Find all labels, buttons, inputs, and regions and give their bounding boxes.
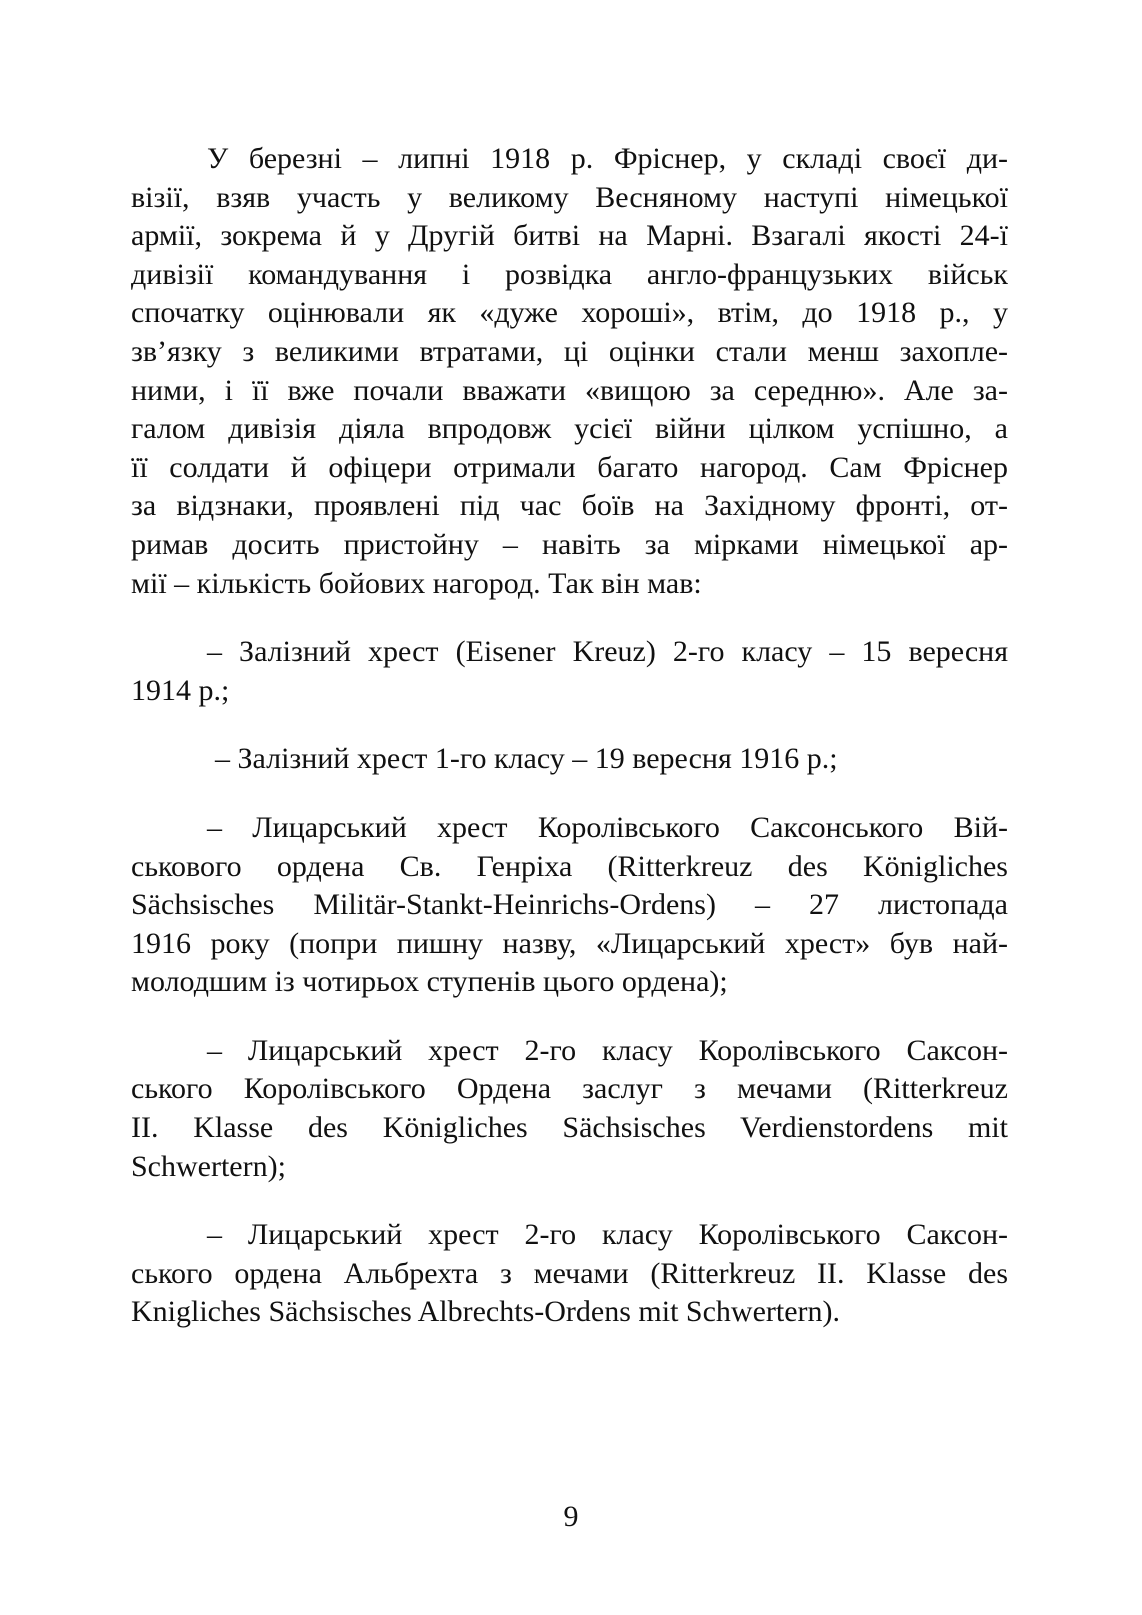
award-item-merit-order — [131, 1032, 1008, 1186]
text-line: її солдати й офіцери отримали багато нагород. Сам Фріснер — [131, 450, 1008, 484]
text-line: зв’язку з великими втратами, ці оцінки стали менш захопле- — [131, 334, 1008, 368]
text-line: Knigliches Sächsisches Albrechts-Ordens mit Schwertern). — [131, 1295, 840, 1329]
award-item-iron-cross-2 — [131, 633, 1008, 710]
text-line: римав досить пристойну – навіть за мірками німецької ар- — [131, 527, 1008, 561]
text-line: Sächsisches Militär-Stankt-Heinrichs-Ordens) – 27 листопада — [131, 888, 1008, 922]
text-line: спочатку оцінювали як «дуже хороші», втім, до 1918 р., у — [131, 296, 1008, 330]
text-line: ськового ордена Св. Генріха (Ritterkreuz des Königliches — [131, 849, 1008, 883]
text-line: галом дивізія діяла впродовж усієї війни цілком успішно, а — [131, 412, 1008, 446]
text-line: – Лицарський хрест 2-го класу Королівського Саксон- — [207, 1218, 1008, 1252]
text-line: 1916 року (попри пишну назву, «Лицарський хрест» був най- — [131, 926, 1008, 960]
text-line: дивізії командування і розвідка англо-французьких військ — [131, 257, 1008, 291]
text-line: 1914 р.; — [131, 673, 230, 707]
paragraph-intro — [131, 140, 1008, 603]
text-line: – Лицарський хрест Королівського Саксонського Вій- — [207, 810, 1008, 844]
page-number: 9 — [563, 1500, 579, 1533]
award-item-iron-cross-1 — [131, 740, 1008, 779]
text-line: мії – кількість бойових нагород. Так він мав: — [131, 566, 702, 600]
text-line: візії, взяв участь у великому Весняному наступі німецької — [131, 180, 1008, 214]
text-line: армії, зокрема й у Другій битві на Марні. Взагалі якості 24-ї — [131, 219, 1008, 253]
text-line: У березні – липні 1918 р. Фріснер, у складі своєї ди- — [207, 142, 1008, 175]
page-body-text — [131, 140, 1008, 1332]
text-line: ними, і її вже почали вважати «вищою за середню». Але за- — [131, 373, 1008, 407]
text-line: Schwertern); — [131, 1149, 286, 1183]
award-item-albrecht-order — [131, 1216, 1008, 1332]
text-line: II. Klasse des Königliches Sächsisches Verdienstordens mit — [131, 1111, 1008, 1145]
text-line: за відзнаки, проявлені під час боїв на Західному фронті, от- — [131, 489, 1008, 523]
text-line: ського Королівського Ордена заслуг з мечами (Ritterkreuz — [131, 1072, 1008, 1106]
text-line: молодшим із чотирьох ступенів цього ордена); — [131, 965, 728, 999]
text-line: ського ордена Альбрехта з мечами (Ritterkreuz II. Klasse des — [131, 1256, 1008, 1290]
award-item-st-henry-order — [131, 809, 1008, 1002]
text-line: – Залізний хрест 1-го класу – 19 вересня 1916 р.; — [215, 742, 838, 776]
text-line: – Лицарський хрест 2-го класу Королівського Саксон- — [207, 1033, 1008, 1067]
text-line: – Залізний хрест (Eisener Kreuz) 2-го класу – 15 вересня — [207, 635, 1008, 669]
